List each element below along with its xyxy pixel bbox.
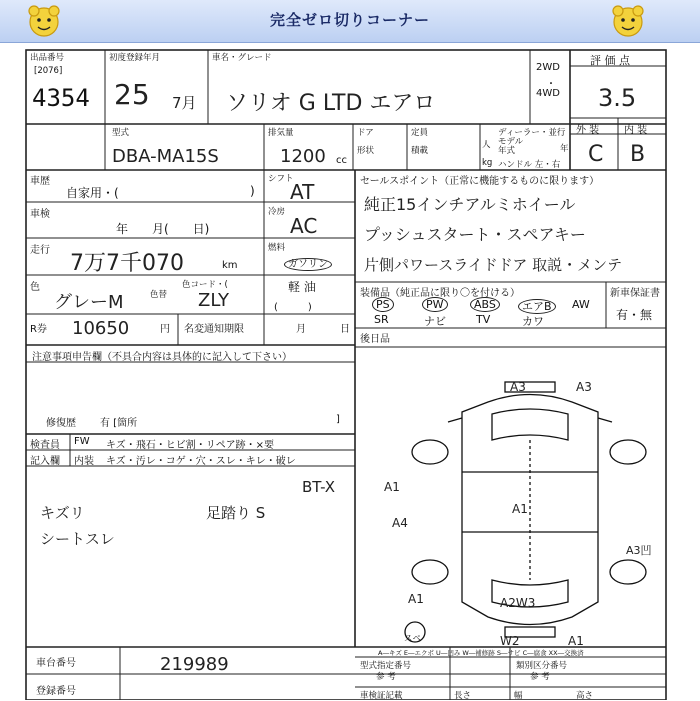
diagram-mark: スペ [404,634,422,644]
exterior-label: 外 装 [576,125,600,136]
type-spec-ref: 参 考 [376,672,396,682]
selling-point-1: 純正15インチアルミホイール [364,195,576,214]
equipment-navi: ナビ [424,315,446,328]
banner [0,0,700,43]
type-spec-label: 型式指定番号 [360,661,412,671]
dealer-label: ディーラー・並行 [498,128,566,138]
equipment-airbag-text: エアB [518,299,556,314]
category-label: 類別区分番号 [516,661,568,671]
equipment-tv: TV [476,313,491,326]
length-label: 長さ [454,691,472,701]
registration-month: 7月 [172,94,197,112]
diagram-mark: A1 [512,502,528,516]
equipment-ps [372,298,394,311]
interior-label: 内 装 [624,125,648,136]
warranty-value: 有・無 [616,308,653,322]
selling-point-3: 片側パワースライドドア 取説・メンテ [364,256,623,274]
yen-unit: 円 [160,324,170,335]
equipment-sr: SR [374,313,389,326]
mascot-icon [26,3,62,39]
diagram-mark: A3 [576,380,592,394]
car-name: ソリオ G LTD エアロ [226,91,436,116]
aircon-value: AC [290,214,318,238]
year-suffix: 年 [560,144,569,154]
entry-label: 記入欄 [30,456,60,467]
dimension-label: 車検証記載 [360,691,403,701]
aircon-label: 冷房 [268,207,286,217]
equipment-aw: AW [572,298,590,311]
diagram-mark: A2W3 [500,596,536,610]
persons-unit: 人 [482,140,491,150]
registration-no-label: 登録番号 [36,686,76,697]
month-unit: 月 [296,324,306,335]
kg-unit: kg [482,158,493,168]
model-label: 型式 [112,128,130,138]
damage-legend: A―キズ E―エクボ U―凹み W―補修跡 S―サビ C―腐食 XX―交換済 [378,649,584,657]
registration-label: 初度登録年月 [109,53,161,63]
diagram-mark: A1 [408,592,424,606]
cc-unit: cc [336,155,347,166]
mascot-icon [610,3,646,39]
inspection-date: 年 月( 日) [116,222,210,236]
interior-row-label: 内装 [74,456,94,467]
diagram-mark: A3 [510,380,526,394]
color-label: 色 [30,282,40,293]
mileage-label: 走行 [30,245,50,256]
capacity-label: 定員 [411,128,429,138]
notes-label: 注意事項申告欄（不具合内容は具体的に記入して下さい） [32,352,292,363]
diagram-mark: A1 [568,634,584,648]
diagram-mark: A4 [392,516,408,530]
repair-value: 有 [箇所 [100,418,138,429]
rear-items-label: 後日品 [360,334,390,345]
recycle-value: 10650 [72,318,130,339]
model-value: DBA-MA15S [112,146,219,167]
note-bt: BT-X [302,478,336,496]
equipment-abs [470,298,500,311]
color-change-label: 色替 [150,290,168,300]
registration-year: 25 [114,78,150,111]
banner-title: 完全ゼロ切りコーナー [269,11,430,29]
inspector-label: 検査員 [30,440,60,451]
km-unit: km [222,260,238,271]
interior-grade: B [630,142,646,167]
equipment-pw [422,298,448,311]
fuel-gasoline-text: ガソリン [284,258,332,271]
chassis-label: 車台番号 [36,658,76,669]
note-seat-wear: シートスレ [40,530,115,548]
recycle-label: R券 [30,324,47,335]
car-name-label: 車名・グレード [212,53,272,63]
lot-number: 4354 [32,84,90,112]
note-foot: 足踏り S [206,504,266,522]
color-code-label: 色コード・( [182,280,228,290]
repair-close: ] [336,414,340,425]
color-value: グレーM [54,292,124,313]
equipment-label: 装備品（純正品に限り〇を付ける） [360,288,520,299]
auction-sheet [0,42,700,700]
interior-items: キズ・汚レ・コゲ・穴・スレ・キレ・破レ [106,456,296,467]
equipment-airbag [518,298,556,314]
drive-2wd: 2WD [536,62,560,73]
score-label: 評 価 点 [590,54,630,67]
load-label: 積載 [411,146,429,156]
shape-label: 形状 [357,146,375,156]
warranty-label: 新車保証書 [610,288,660,299]
history-close: ) [250,184,255,198]
handle-label: ハンドル 左・右 [498,160,561,170]
displacement-value: 1200 [280,146,326,167]
equipment-abs-text: ABS [470,297,500,312]
sheet-grid [0,42,700,700]
category-ref: 参 考 [530,672,550,682]
displacement-label: 排気量 [268,128,294,138]
equipment-ps-text: PS [372,297,394,312]
equipment-leather: カワ [522,315,544,328]
mileage-value: 7万7千070 [70,251,184,276]
name-change-label: 名変通知期限 [184,324,244,335]
lot-label: 出品番号 [30,53,65,63]
lot-small-number: [2076] [34,66,63,76]
model-year-label: モデル 年式 [498,137,524,156]
diagram-mark: A3凹 [626,544,652,557]
drive-4wd: 4WD [536,88,560,99]
note-scratch: キズリ [40,504,85,522]
width-label: 幅 [514,691,523,701]
shift-value: AT [290,180,315,204]
fuel-diesel: 軽 油 [288,280,316,294]
drive-separator: ・ [546,79,556,90]
day-unit: 日 [340,324,350,335]
fuel-other: ( ) [274,302,312,313]
color-code-value: ZLY [198,290,229,311]
diagram-mark: A1 [384,480,400,494]
fw-label: FW [74,436,90,447]
selling-point-2: プッシュスタート・スペアキー [364,225,586,244]
exterior-grade: C [588,142,604,167]
diagram-mark: W2 [500,634,520,648]
door-label: ドア [357,128,374,138]
selling-points-label: セールスポイント（正常に機能するものに限ります） [360,176,600,187]
history-label: 車歴 [30,176,50,187]
equipment-pw-text: PW [422,297,448,312]
fuel-label: 燃料 [268,243,286,253]
inspection-label: 車検 [30,209,50,220]
history-value: 自家用・( [66,186,119,200]
repair-label: 修復歴 [46,418,76,429]
fuel-gasoline [284,255,332,270]
height-label: 高さ [576,691,594,701]
fw-items: キズ・飛石・ヒビ割・リペア跡・×要 [106,440,274,451]
shift-label: シフト [268,174,294,184]
chassis-value: 219989 [160,654,229,675]
score-value: 3.5 [598,84,637,112]
